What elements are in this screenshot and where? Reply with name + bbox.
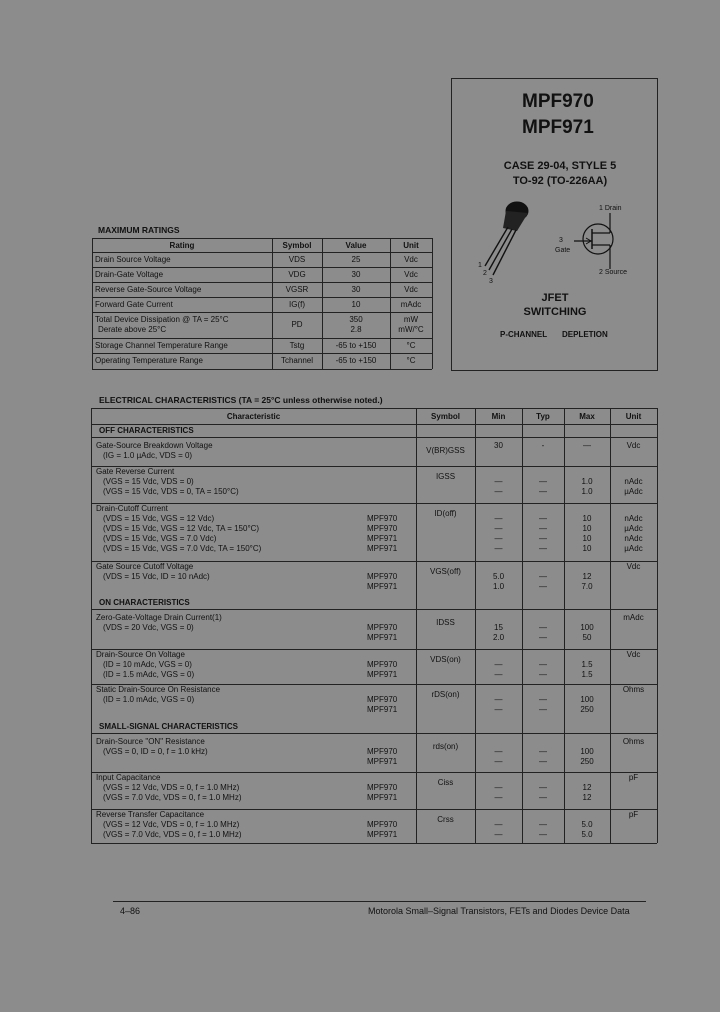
section-heading-off: OFF CHARACTERISTICS <box>99 426 194 435</box>
device-label: MPF971 <box>367 670 398 679</box>
max-value: 12 <box>582 783 592 792</box>
max-table-top-rule <box>92 238 432 239</box>
unit-value: Vdc <box>626 441 641 450</box>
typ-value: — <box>539 524 547 533</box>
char-symbol: IGSS <box>435 472 456 481</box>
max-value: 12 <box>582 572 592 581</box>
char-text: (VGS = 12 Vdc, VDS = 0, f = 1.0 MHz) <box>103 820 240 829</box>
max-rating-unit: mW <box>403 315 419 324</box>
unit-value: Vdc <box>626 562 641 571</box>
typ-value: — <box>539 783 547 792</box>
min-value: — <box>494 477 503 486</box>
section-heading-on: ON CHARACTERISTICS <box>99 598 190 607</box>
max-rating-unit: Vdc <box>404 255 418 264</box>
char-text: Gate-Source Breakdown Voltage <box>96 441 213 450</box>
part-box-bottom-border <box>451 370 658 371</box>
max-value: 50 <box>582 633 592 642</box>
typ-value: — <box>539 487 547 496</box>
elec-col-rule <box>91 408 92 843</box>
elec-header-rule <box>91 424 657 425</box>
max-header-cell: Symbol <box>282 241 312 250</box>
typ-value: — <box>539 660 547 669</box>
char-text: Drain-Cutoff Current <box>96 504 168 513</box>
pin-3-label: 3 <box>559 237 563 244</box>
char-text: (VDS = 15 Vdc, VGS = 12 Vdc) <box>103 514 215 523</box>
max-value: 1.5 <box>581 660 593 669</box>
device-label: MPF970 <box>367 514 398 523</box>
lead-3-label: 3 <box>489 278 493 285</box>
char-symbol: IDSS <box>436 618 455 627</box>
char-text: Static Drain-Source On Resistance <box>96 685 221 694</box>
max-value: 5.0 <box>581 830 593 839</box>
unit-value: mAdc <box>623 613 644 622</box>
device-label: MPF970 <box>367 820 398 829</box>
typ-value: — <box>539 582 547 591</box>
min-value: — <box>494 695 503 704</box>
min-value: — <box>494 544 503 553</box>
max-rating-unit: °C <box>406 341 416 350</box>
char-text: (ID = 1.0 mAdc, VGS = 0) <box>103 695 195 704</box>
unit-value: µAdc <box>624 524 643 533</box>
unit-value: µAdc <box>624 544 643 553</box>
max-rating-label: Drain Source Voltage <box>95 255 171 264</box>
part-box-left-border <box>451 78 452 371</box>
min-value: — <box>494 783 503 792</box>
gate-label: Gate <box>555 247 571 254</box>
elec-row-rule <box>91 503 657 504</box>
elec-row-rule <box>91 466 657 467</box>
device-label: MPF970 <box>367 623 398 632</box>
max-table-row-rule <box>92 252 432 253</box>
max-rating-unit: Vdc <box>404 270 418 279</box>
min-value: 30 <box>494 441 503 450</box>
max-ratings-title: MAXIMUM RATINGS <box>98 225 180 235</box>
max-rating-unit: °C <box>406 356 416 365</box>
char-symbol: VGS(off) <box>430 567 461 576</box>
max-table-col-rule <box>432 238 433 369</box>
elec-header-cell: Characteristic <box>226 412 281 421</box>
part-box-top-border <box>451 78 658 79</box>
max-value: 7.0 <box>581 582 593 591</box>
max-value: 1.0 <box>581 477 593 486</box>
max-rating-symbol: VDS <box>288 255 306 264</box>
char-symbol: ID(off) <box>434 509 457 518</box>
unit-value: Ohms <box>622 685 645 694</box>
max-rating-value: 30 <box>351 270 361 279</box>
elec-header-cell: Symbol <box>431 412 460 421</box>
pin-1-label: 1 Drain <box>599 205 622 212</box>
char-text: Gate Reverse Current <box>96 467 175 476</box>
typ-value: — <box>539 757 547 766</box>
max-value: — <box>583 441 591 450</box>
lead-1-label: 1 <box>478 262 482 269</box>
max-rating-symbol: IG(f) <box>289 300 305 309</box>
max-value: 10 <box>582 514 592 523</box>
min-value: — <box>494 705 503 714</box>
min-value: 1.0 <box>492 582 505 591</box>
char-text: (VGS = 7.0 Vdc, VDS = 0, f = 1.0 MHz) <box>103 793 242 802</box>
typ-value: — <box>539 695 547 704</box>
unit-value: Ohms <box>622 737 645 746</box>
char-text: (VGS = 15 Vdc, VDS = 0, TA = 150°C) <box>103 487 239 496</box>
device-type-2: SWITCHING <box>523 306 587 318</box>
char-text: Reverse Transfer Capacitance <box>96 810 205 819</box>
max-table-row-rule <box>92 353 432 354</box>
typ-value: - <box>541 441 545 450</box>
part-number-1: MPF970 <box>522 91 594 112</box>
device-label: MPF971 <box>367 534 398 543</box>
char-text: (VGS = 15 Vdc, VDS = 0) <box>103 477 194 486</box>
unit-value: nAdc <box>624 477 643 486</box>
max-rating-symbol: Tchannel <box>280 356 314 365</box>
mode-type: DEPLETION <box>562 330 608 339</box>
device-label: MPF970 <box>367 660 398 669</box>
max-rating-unit: mW/°C <box>398 325 424 334</box>
device-label: MPF970 <box>367 747 398 756</box>
unit-value: nAdc <box>624 514 643 523</box>
max-value: 100 <box>580 695 594 704</box>
char-symbol: VDS(on) <box>430 655 461 664</box>
min-value: — <box>494 830 503 839</box>
elec-bottom-rule <box>91 843 657 844</box>
max-value: 5.0 <box>581 820 593 829</box>
char-text: (VDS = 20 Vdc, VGS = 0) <box>103 623 194 632</box>
min-value: — <box>494 534 503 543</box>
max-table-row-rule <box>92 282 432 283</box>
elec-header-cell: Typ <box>536 412 550 421</box>
max-rating-symbol: Tstg <box>289 341 305 350</box>
char-text: Gate Source Cutoff Voltage <box>96 562 194 571</box>
max-header-cell: Unit <box>403 241 419 250</box>
typ-value: — <box>539 830 547 839</box>
max-value: 12 <box>582 793 592 802</box>
min-value: — <box>494 793 503 802</box>
max-rating-symbol: PD <box>291 320 303 329</box>
min-value: 2.0 <box>492 633 505 642</box>
min-value: — <box>494 820 503 829</box>
channel-type: P-CHANNEL <box>500 330 548 339</box>
max-rating-value: 2.8 <box>350 325 362 334</box>
char-text: (VGS = 7.0 Vdc, VDS = 0, f = 1.0 MHz) <box>103 830 242 839</box>
max-value: 100 <box>580 623 594 632</box>
device-label: MPF971 <box>367 705 398 714</box>
max-value: 1.5 <box>581 670 593 679</box>
typ-value: — <box>539 747 547 756</box>
max-value: 10 <box>582 544 592 553</box>
max-rating-label: Total Device Dissipation @ TA = 25°C <box>95 315 229 324</box>
section-heading-small: SMALL-SIGNAL CHARACTERISTICS <box>99 722 238 731</box>
device-label: MPF971 <box>367 830 398 839</box>
lead-2-label: 2 <box>483 270 487 277</box>
max-rating-unit: mAdc <box>400 300 422 309</box>
typ-value: — <box>539 820 547 829</box>
part-number-2: MPF971 <box>522 117 594 138</box>
max-rating-value: 350 <box>349 315 363 324</box>
char-text: Zero-Gate-Voltage Drain Current(1) <box>96 613 222 622</box>
max-rating-value: 30 <box>351 285 361 294</box>
elec-header-cell: Unit <box>625 412 642 421</box>
min-value: — <box>494 757 503 766</box>
char-text: (VDS = 15 Vdc, ID = 10 nAdc) <box>103 572 210 581</box>
unit-value: pF <box>628 810 639 819</box>
unit-value: pF <box>628 773 639 782</box>
min-value: — <box>494 660 503 669</box>
device-label: MPF970 <box>367 524 398 533</box>
max-rating-label: Storage Channel Temperature Range <box>95 341 228 350</box>
device-label: MPF970 <box>367 572 398 581</box>
char-text: Drain-Source On Voltage <box>96 650 185 659</box>
min-value: 5.0 <box>492 572 505 581</box>
max-value: 250 <box>580 705 594 714</box>
typ-value: — <box>539 514 547 523</box>
min-value: — <box>494 747 503 756</box>
device-label: MPF971 <box>367 582 398 591</box>
char-text: (ID = 1.5 mAdc, VGS = 0) <box>103 670 195 679</box>
max-table-row-rule <box>92 338 432 339</box>
typ-value: — <box>539 633 547 642</box>
char-text: (VDS = 15 Vdc, VGS = 12 Vdc, TA = 150°C) <box>103 524 260 533</box>
char-text: (ID = 10 mAdc, VGS = 0) <box>103 660 192 669</box>
max-rating-unit: Vdc <box>404 285 418 294</box>
typ-value: — <box>539 572 547 581</box>
device-label: MPF971 <box>367 633 398 642</box>
section-rule <box>91 609 657 610</box>
char-text: (VGS = 12 Vdc, VDS = 0, f = 1.0 MHz) <box>103 783 240 792</box>
char-symbol: Ciss <box>437 778 454 787</box>
pin-2-label: 2 Source <box>599 269 628 276</box>
max-rating-value: -65 to +150 <box>335 341 377 350</box>
section-rule <box>91 733 657 734</box>
char-symbol: V(BR)GSS <box>426 446 465 455</box>
char-text: Drain-Source "ON" Resistance <box>96 737 205 746</box>
min-value: — <box>494 487 503 496</box>
char-text: Input Capacitance <box>96 773 161 782</box>
min-value: — <box>494 670 503 679</box>
device-label: MPF971 <box>367 793 398 802</box>
max-rating-label: Operating Temperature Range <box>95 356 203 365</box>
unit-value: nAdc <box>624 534 643 543</box>
char-symbol: Crss <box>437 815 454 824</box>
max-rating-symbol: VDG <box>288 270 306 279</box>
max-table-row-rule <box>92 297 432 298</box>
elec-title: ELECTRICAL CHARACTERISTICS (TA = 25°C unless otherwise noted.) <box>99 395 383 405</box>
device-label: MPF970 <box>367 783 398 792</box>
max-value: 1.0 <box>581 487 593 496</box>
max-rating-symbol: VGSR <box>285 285 309 294</box>
typ-value: — <box>539 544 547 553</box>
char-text: (VGS = 0, ID = 0, f = 1.0 kHz) <box>103 747 208 756</box>
max-table-bottom-rule <box>92 369 432 370</box>
jfet-symbol-icon <box>574 213 613 269</box>
device-label: MPF971 <box>367 544 398 553</box>
char-symbol: rDS(on) <box>431 690 460 699</box>
elec-row-rule <box>91 772 657 773</box>
footer-rule <box>113 901 646 902</box>
max-table-row-rule <box>92 267 432 268</box>
char-symbol: rds(on) <box>432 742 459 751</box>
device-label: MPF970 <box>367 695 398 704</box>
elec-col-rule <box>657 408 658 843</box>
case-line-1: CASE 29-04, STYLE 5 <box>503 160 617 172</box>
max-value: 10 <box>582 534 592 543</box>
typ-value: — <box>539 477 547 486</box>
max-rating-label: Drain-Gate Voltage <box>95 270 164 279</box>
max-table-col-rule <box>92 238 93 369</box>
typ-value: — <box>539 793 547 802</box>
part-box-right-border <box>657 78 658 371</box>
elec-top-rule <box>91 408 657 409</box>
to92-package-icon <box>485 202 528 275</box>
min-value: — <box>494 524 503 533</box>
elec-header-cell: Max <box>579 412 595 421</box>
typ-value: — <box>539 705 547 714</box>
max-value: 10 <box>582 524 592 533</box>
max-rating-value: 25 <box>351 255 361 264</box>
max-rating-value: -65 to +150 <box>335 356 377 365</box>
max-rating-label: Forward Gate Current <box>95 300 173 309</box>
char-text: (IG = 1.0 µAdc, VDS = 0) <box>103 451 193 460</box>
case-line-2: TO-92 (TO-226AA) <box>512 175 608 187</box>
typ-value: — <box>539 534 547 543</box>
max-header-cell: Rating <box>169 241 195 250</box>
typ-value: — <box>539 670 547 679</box>
max-rating-label: Derate above 25°C <box>98 325 167 334</box>
page-number: 4–86 <box>120 906 141 916</box>
char-text: (VDS = 15 Vdc, VGS = 7.0 Vdc) <box>103 534 217 543</box>
max-value: 100 <box>580 747 594 756</box>
unit-value: Vdc <box>626 650 641 659</box>
elec-header-cell: Min <box>491 412 506 421</box>
section-rule <box>91 437 657 438</box>
device-type-1: JFET <box>541 292 569 304</box>
device-label: MPF971 <box>367 757 398 766</box>
typ-value: — <box>539 623 547 632</box>
max-header-cell: Value <box>345 241 367 250</box>
max-rating-value: 10 <box>351 300 361 309</box>
max-table-row-rule <box>92 312 432 313</box>
max-value: 250 <box>580 757 594 766</box>
unit-value: µAdc <box>624 487 643 496</box>
min-value: — <box>494 514 503 523</box>
max-rating-label: Reverse Gate-Source Voltage <box>95 285 202 294</box>
book-title: Motorola Small–Signal Transistors, FETs and Diodes Device Data <box>368 906 630 916</box>
char-text: (VDS = 15 Vdc, VGS = 7.0 Vdc, TA = 150°C) <box>103 544 262 553</box>
min-value: 15 <box>494 623 503 632</box>
